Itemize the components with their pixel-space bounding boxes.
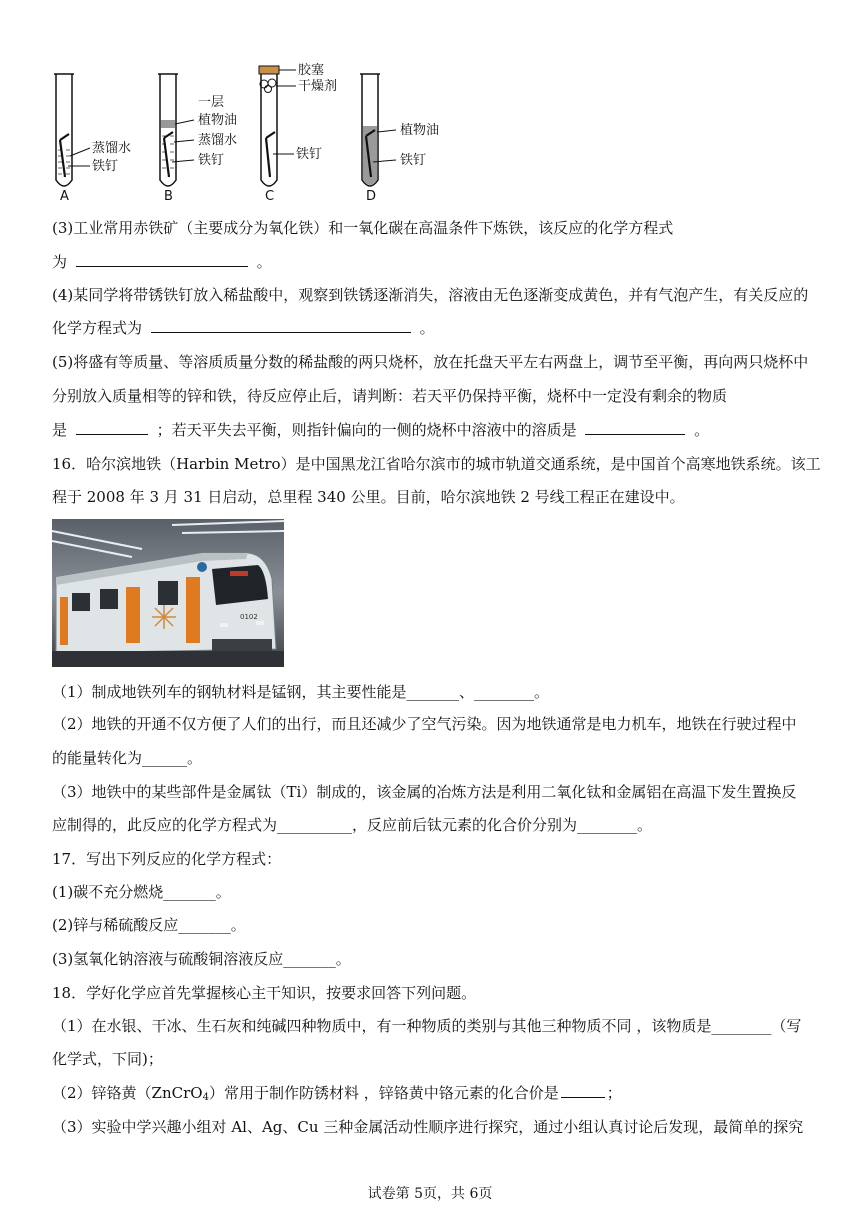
tube-b-label-2: 植物油 xyxy=(198,113,238,128)
page-footer: 试卷第 5页，共 6页 xyxy=(367,1186,493,1202)
q16-p2-line1: （2）地铁的开通不仅方便了人们的出行，而且还减少了空气污染。因为地铁通常是电力机车，地铁在行驶过程中 xyxy=(52,715,797,733)
q17-title: 17．写出下列反应的化学方程式： xyxy=(52,850,282,868)
q17-p1: (1)碳不充分燃烧_______。 xyxy=(52,883,231,901)
tube-a-label-2: 铁钉 xyxy=(92,159,119,174)
answer-blank[interactable] xyxy=(585,420,685,435)
answer-blank[interactable] xyxy=(561,1083,605,1098)
tube-b-label-1: 一层 xyxy=(198,95,225,110)
q16-p3-line2: 应制得的，此反应的化学方程式为__________，反应前后钛元素的化合价分别为________。 xyxy=(52,816,653,834)
tube-d xyxy=(360,74,439,202)
q15-p3-line2: 为 。 xyxy=(52,253,272,271)
q16-p3-line1: （3）地铁中的某些部件是金属钛（Ti）制成的，该金属的冶炼方法是利用二氧化钛和金属铝在高温下发生置换反 xyxy=(52,783,797,801)
q18-p1-line1: （1）在水银、干冰、生石灰和纯碱四种物质中，有一种物质的类别与其他三种物质不同 ，该物质是________（写 xyxy=(52,1017,802,1035)
tube-a xyxy=(54,74,131,202)
q15-p4-line2: 化学方程式为 。 xyxy=(52,319,435,337)
metro-train-photo xyxy=(52,519,284,667)
q16-p2-line2: 的能量转化为______。 xyxy=(52,749,203,767)
tube-d-label-1: 植物油 xyxy=(400,123,440,138)
tube-c-label-2: 干燥剂 xyxy=(298,79,338,94)
q17-p3: (3)氢氧化钠溶液与硫酸铜溶液反应_______。 xyxy=(52,950,351,968)
q15-p5-line3: 是 ；若天平失去平衡，则指针偏向的一侧的烧杯中溶液中的溶质是 。 xyxy=(52,421,710,439)
q18-p1-line2: 化学式，下同)； xyxy=(52,1050,163,1068)
tube-a-label-1: 蒸馏水 xyxy=(92,141,132,156)
q18-title: 18．学好化学应首先掌握核心主干知识，按要求回答下列问题。 xyxy=(52,984,477,1002)
q16-line1: 16．哈尔滨地铁（Harbin Metro）是中国黑龙江省哈尔滨市的城市轨道交通系统，是中国首个高寒地铁系统。该工 xyxy=(52,455,821,473)
answer-blank[interactable] xyxy=(76,252,248,267)
tube-d-label-2: 铁钉 xyxy=(400,153,427,168)
stopper xyxy=(259,66,279,74)
answer-blank[interactable] xyxy=(76,420,148,435)
test-tubes-figure xyxy=(48,62,468,202)
nail-icon xyxy=(164,132,173,177)
q18-p3-line1: （3）实验中学兴趣小组对 Al、Ag、Cu 三种金属活动性顺序进行探究，通过小组认真讨论后发现，最简单的探究 xyxy=(52,1118,804,1136)
tube-b-label-3: 蒸馏水 xyxy=(198,133,238,148)
q15-p3-line1: (3)工业常用赤铁矿（主要成分为氧化铁）和一氧化碳在高温条件下炼铁，该反应的化学方程式 xyxy=(52,219,674,237)
tube-b-label-4: 铁钉 xyxy=(198,153,225,168)
q15-p4-line1: (4)某同学将带锈铁钉放入稀盐酸中，观察到铁锈逐渐消失，溶液由无色逐渐变成黄色，并有气泡产生，有关反应的 xyxy=(52,286,809,304)
q15-p5-line1: (5)将盛有等质量、等溶质质量分数的稀盐酸的两只烧杯，放在托盘天平左右两盘上，调节至平衡，再向两只烧杯中 xyxy=(52,353,809,371)
tube-c xyxy=(259,63,337,202)
tube-b xyxy=(158,74,237,202)
tube-c-letter: C xyxy=(265,189,275,202)
tube-c-label-3: 铁钉 xyxy=(296,147,323,162)
tube-d-letter: D xyxy=(366,189,377,202)
q17-p2: (2)锌与稀硫酸反应_______。 xyxy=(52,916,246,934)
q16-line2: 程于 2008 年 3 月 31 日启动，总里程 340 公里。目前，哈尔滨地铁 2 号线工程正在建设中。 xyxy=(52,488,685,506)
train-number: 0102 xyxy=(240,613,258,621)
q15-p5-line2: 分别放入质量相等的锌和铁，待反应停止后，请判断：若天平仍保持平衡，烧杯中一定没有剩余的物质 xyxy=(52,387,728,405)
q18-p2: （2）锌铬黄（ZnCrO$_4$）常用于制作防锈材料 ，锌铬黄中铬元素的化合价是 ； xyxy=(52,1084,622,1103)
tube-b-letter: B xyxy=(164,189,173,202)
q16-p1: （1）制成地铁列车的钢轨材料是锰钢，其主要性能是_______、________。 xyxy=(52,683,550,701)
tube-a-letter: A xyxy=(60,189,69,202)
tube-c-label-1: 胶塞 xyxy=(298,63,325,78)
answer-blank[interactable] xyxy=(151,318,411,333)
